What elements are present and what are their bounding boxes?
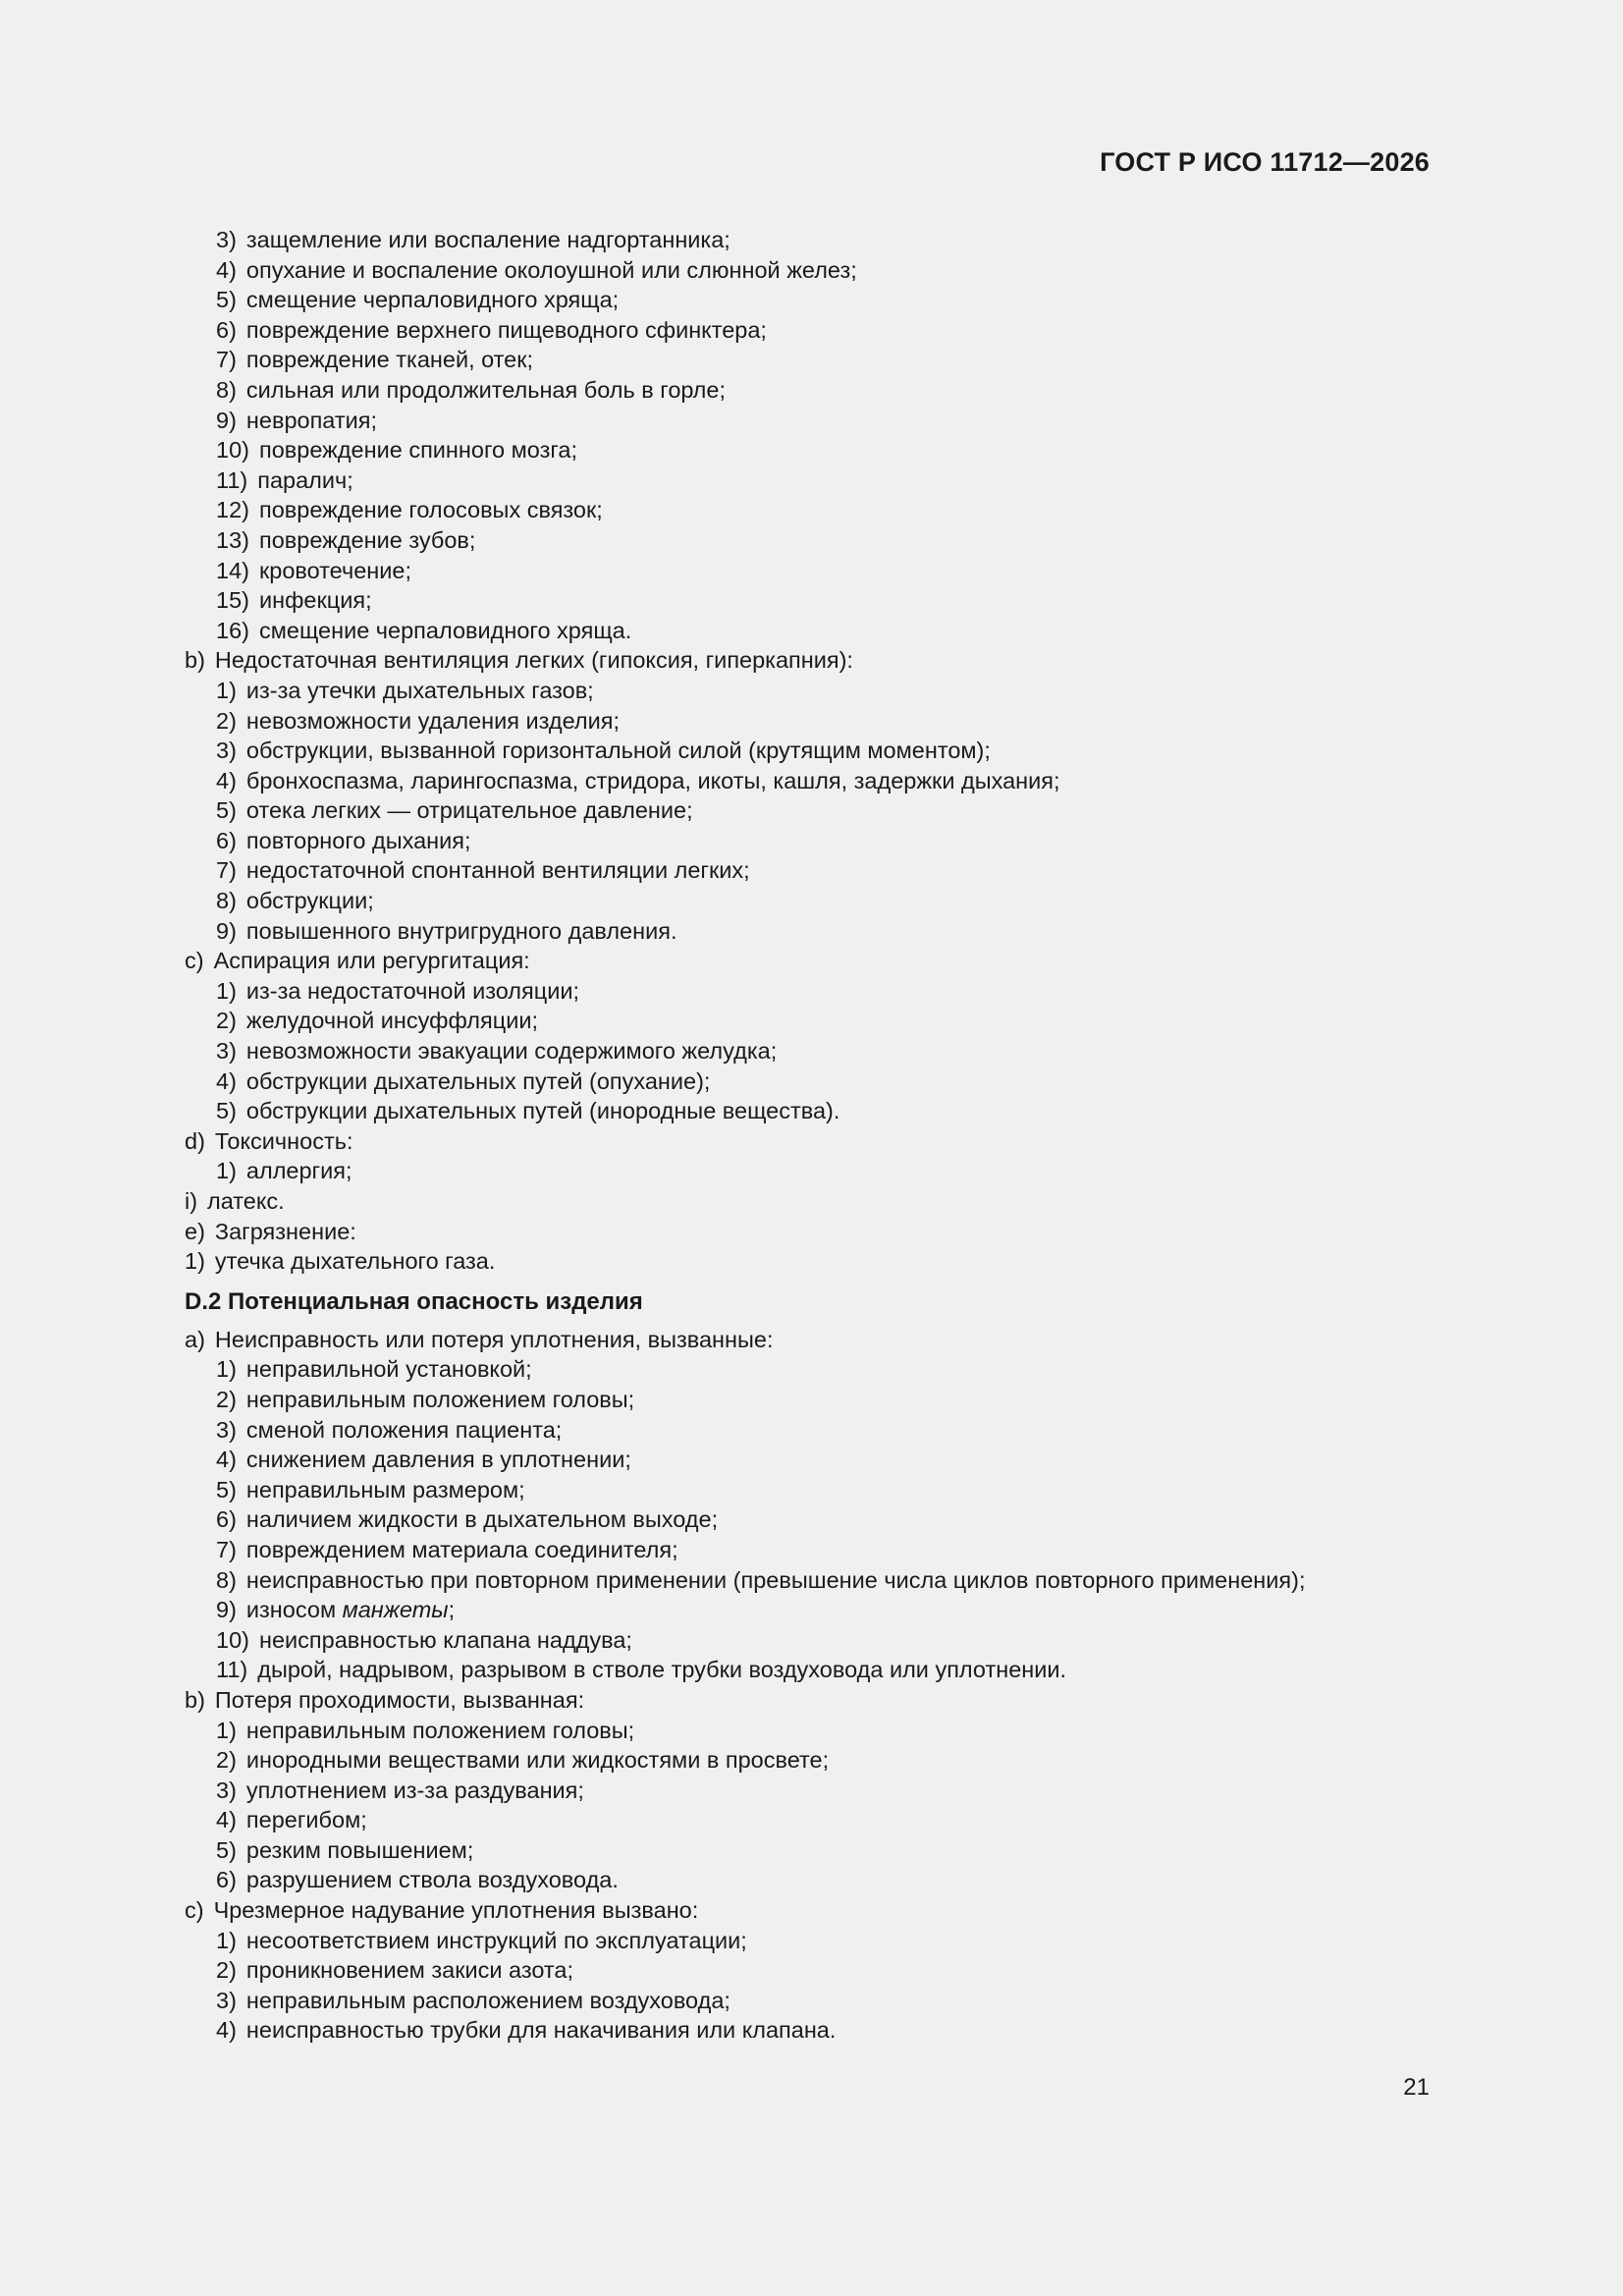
list-item <box>185 1217 1461 1247</box>
page-number: 21 <box>1403 2074 1430 2101</box>
list-item-number: c) <box>185 948 204 974</box>
list-item-number: 5) <box>216 1476 237 1503</box>
list-item <box>185 1895 1461 1926</box>
list-item-number: 2) <box>216 1747 237 1774</box>
list-item-number: 14) <box>216 557 249 583</box>
list-item <box>185 1716 1461 1746</box>
list-item-number: 1) <box>216 1927 237 1953</box>
list-item <box>185 225 1461 255</box>
list-item <box>185 1415 1461 1446</box>
list-item-text: износом <box>245 1597 343 1623</box>
list-item <box>185 1685 1461 1716</box>
list-item <box>185 1354 1461 1385</box>
list-item-text: повторного дыхания; <box>245 827 471 853</box>
list-item-number: i) <box>185 1188 198 1214</box>
list-item <box>185 1036 1461 1066</box>
list-item-punctuation: ; <box>448 1597 456 1623</box>
list-item-text: кровотечение; <box>258 557 411 583</box>
list-item <box>185 1625 1461 1656</box>
list-item-number: 3) <box>216 1987 237 2013</box>
list-item-text: неисправностью клапана наддува; <box>258 1626 632 1653</box>
list-item <box>185 1385 1461 1415</box>
list-item-number: 11) <box>216 1657 248 1683</box>
list-item-number: 4) <box>216 256 237 283</box>
list-item-text: повышенного внутригрудного давления. <box>245 917 677 944</box>
list-item-text: Неисправность или потеря уплотнения, вызванные: <box>214 1326 774 1352</box>
list-item-text: обструкции дыхательных путей (инородные вещества). <box>245 1098 840 1124</box>
list-item-number: 4) <box>216 1447 237 1473</box>
list-item-number: 4) <box>216 2017 237 2044</box>
list-item <box>185 1126 1461 1157</box>
list-item-text: из-за недостаточной изоляции; <box>245 977 579 1004</box>
list-item-text: повреждение спинного мозга; <box>258 437 578 464</box>
list-item-text: дырой, надрывом, разрывом в стволе трубки воздуховода или уплотнении. <box>257 1657 1067 1683</box>
list-item-number: 11) <box>216 466 248 493</box>
list-item <box>185 465 1461 496</box>
list-item-number: 3) <box>216 1038 237 1065</box>
list-item-number: 3) <box>216 1777 237 1803</box>
list-item-text: неправильным расположением воздуховода; <box>245 1987 730 2013</box>
list-item <box>185 1955 1461 1986</box>
list-item <box>185 1655 1461 1685</box>
list-item <box>185 736 1461 766</box>
list-item-number: 9) <box>216 917 237 944</box>
hazard-list-part2 <box>185 1325 1461 2046</box>
list-item-number: 2) <box>216 1386 237 1412</box>
list-item <box>185 1986 1461 2016</box>
list-item-number: 8) <box>216 376 237 403</box>
list-item-number: 8) <box>216 888 237 914</box>
list-item-text: неправильным положением головы; <box>245 1717 635 1743</box>
list-item-text: недостаточной спонтанной вентиляции легких; <box>245 857 750 884</box>
list-item-number: 7) <box>216 857 237 884</box>
list-item-text: желудочной инсуффляции; <box>245 1008 538 1034</box>
list-item-number: c) <box>185 1897 204 1924</box>
list-item <box>185 1475 1461 1505</box>
list-item-number: 3) <box>216 227 237 252</box>
list-item <box>185 2015 1461 2046</box>
list-item-text: сильная или продолжительная боль в горле; <box>245 376 726 403</box>
section-heading: D.2 Потенциальная опасность изделия <box>185 1287 643 1315</box>
list-item-text: Чрезмерное надувание уплотнения вызвано: <box>213 1897 699 1924</box>
list-item-text: Аспирация или регургитация: <box>213 948 530 974</box>
list-item <box>185 1504 1461 1535</box>
list-item-text: неисправностью трубки для накачивания или клапана. <box>245 2017 837 2044</box>
list-item-text: Недостаточная вентиляция легких (гипоксия, гиперкапния): <box>214 647 853 674</box>
list-item <box>185 976 1461 1007</box>
list-item <box>185 255 1461 286</box>
list-item-number: 1) <box>185 1248 205 1275</box>
list-item-number: 10) <box>216 437 249 464</box>
list-item-number: b) <box>185 647 205 674</box>
list-item-text: из-за утечки дыхательных газов; <box>245 677 594 703</box>
list-item <box>185 435 1461 465</box>
list-item <box>185 676 1461 706</box>
list-item-text: опухание и воспаление околоушной или слюнной желез; <box>245 256 857 283</box>
list-item <box>185 766 1461 796</box>
list-item-text: смещение черпаловидного хряща. <box>258 617 632 643</box>
list-item-text: утечка дыхательного газа. <box>214 1248 496 1275</box>
list-item <box>185 1745 1461 1776</box>
list-item-text: несоответствием инструкций по эксплуатации; <box>245 1927 747 1953</box>
list-item-number: 2) <box>216 707 237 734</box>
list-item-number: 7) <box>216 1536 237 1562</box>
list-item <box>185 616 1461 646</box>
list-item-number: e) <box>185 1218 205 1244</box>
list-item <box>185 1835 1461 1866</box>
list-item <box>185 1325 1461 1355</box>
list-item <box>185 706 1461 737</box>
list-item-number: 12) <box>216 497 249 523</box>
list-item-number: 3) <box>216 1416 237 1443</box>
list-item-number: 7) <box>216 347 237 373</box>
list-item-text: неправильным размером; <box>245 1476 525 1503</box>
list-item-text: обструкции; <box>245 888 374 914</box>
list-item-text: отека легких — отрицательное давление; <box>245 797 693 824</box>
list-item-text: обструкции, вызванной горизонтальной силой (крутящим моментом); <box>245 738 991 764</box>
list-item <box>185 375 1461 406</box>
list-item-text: наличием жидкости в дыхательном выходе; <box>245 1506 719 1533</box>
list-item <box>185 1535 1461 1565</box>
list-item-text: невропатия; <box>245 407 378 433</box>
list-item-number: 5) <box>216 1098 237 1124</box>
list-item-text: повреждение верхнего пищеводного сфинктера; <box>245 316 767 343</box>
list-item-text: Токсичность: <box>214 1127 353 1154</box>
list-item-number: 1) <box>216 977 237 1004</box>
list-item-text: резким повышением; <box>245 1836 474 1863</box>
list-item-text: аллергия; <box>245 1158 352 1184</box>
list-item-text: паралич; <box>257 466 353 493</box>
list-item <box>185 886 1461 916</box>
list-item <box>185 285 1461 315</box>
list-item-number: 10) <box>216 1626 249 1653</box>
list-item-text: повреждение тканей, отек; <box>245 347 534 373</box>
document-header: ГОСТ Р ИСО 11712—2026 <box>1100 147 1430 177</box>
list-item <box>185 795 1461 826</box>
list-item <box>185 916 1461 947</box>
list-item <box>185 315 1461 346</box>
list-item-text: неправильным положением головы; <box>245 1386 635 1412</box>
list-item <box>185 556 1461 586</box>
list-item-text: смещение черпаловидного хряща; <box>245 287 620 313</box>
document-body <box>185 225 1461 2046</box>
list-item-number: 6) <box>216 1506 237 1533</box>
list-item <box>185 585 1461 616</box>
list-item-number: 13) <box>216 526 249 553</box>
list-item-number: 1) <box>216 1356 237 1383</box>
list-item <box>185 1066 1461 1097</box>
list-item-text: уплотнением из-за раздувания; <box>245 1777 584 1803</box>
list-item-text: перегибом; <box>245 1807 367 1833</box>
hazard-list-part1 <box>185 225 1461 1277</box>
list-item <box>185 1445 1461 1475</box>
list-item-number: 5) <box>216 1836 237 1863</box>
list-item <box>185 345 1461 375</box>
list-item-number: 4) <box>216 1067 237 1094</box>
list-item-text: повреждение зубов; <box>258 526 476 553</box>
list-item <box>185 1096 1461 1126</box>
list-item <box>185 1595 1461 1625</box>
list-item-text: Потеря проходимости, вызванная: <box>214 1686 585 1713</box>
list-item-number: 15) <box>216 587 249 614</box>
list-item <box>185 645 1461 676</box>
list-item-text: латекс. <box>207 1188 285 1214</box>
list-item-number: 9) <box>216 407 237 433</box>
list-item-number: 2) <box>216 1957 237 1984</box>
list-item-emphasis: манжеты <box>342 1597 449 1623</box>
list-item <box>185 1156 1461 1186</box>
list-item-text: невозможности удаления изделия; <box>245 707 621 734</box>
list-item-number: 16) <box>216 617 249 643</box>
list-item-text: разрушением ствола воздуховода. <box>245 1867 619 1893</box>
list-item-number: 6) <box>216 827 237 853</box>
list-item-number: b) <box>185 1686 205 1713</box>
list-item-number: 6) <box>216 1867 237 1893</box>
list-item <box>185 1865 1461 1895</box>
list-item-text: защемление или воспаление надгортанника; <box>245 227 730 252</box>
list-item-text: снижением давления в уплотнении; <box>245 1447 631 1473</box>
list-item <box>185 1006 1461 1036</box>
list-item <box>185 855 1461 886</box>
list-item-number: 4) <box>216 767 237 793</box>
list-item-number: 5) <box>216 287 237 313</box>
list-item <box>185 406 1461 436</box>
list-item-number: d) <box>185 1127 205 1154</box>
list-item-text: инфекция; <box>258 587 372 614</box>
list-item-text: бронхоспазма, ларингоспазма, стридора, икоты, кашля, задержки дыхания; <box>245 767 1060 793</box>
list-item-number: 1) <box>216 677 237 703</box>
list-item-number: 1) <box>216 1717 237 1743</box>
list-item-text: неправильной установкой; <box>245 1356 532 1383</box>
list-item-text: невозможности эвакуации содержимого желудка; <box>245 1038 778 1065</box>
list-item <box>185 1926 1461 1956</box>
list-item-number: 6) <box>216 316 237 343</box>
list-item <box>185 826 1461 856</box>
list-item-number: 8) <box>216 1566 237 1593</box>
list-item-text: сменой положения пациента; <box>245 1416 563 1443</box>
list-item-number: 5) <box>216 797 237 824</box>
list-item-text: повреждение голосовых связок; <box>258 497 603 523</box>
list-item <box>185 495 1461 525</box>
list-item-text: обструкции дыхательных путей (опухание); <box>245 1067 711 1094</box>
list-item-number: a) <box>185 1326 205 1352</box>
list-item-number: 2) <box>216 1008 237 1034</box>
list-item-text: Загрязнение: <box>214 1218 356 1244</box>
list-item <box>185 1186 1461 1217</box>
list-item <box>185 525 1461 556</box>
list-item-text: повреждением материала соединителя; <box>245 1536 678 1562</box>
list-item-number: 4) <box>216 1807 237 1833</box>
list-item-text: неисправностью при повторном применении (превышение числа циклов повторного применения); <box>245 1566 1306 1593</box>
list-item-number: 9) <box>216 1597 237 1623</box>
list-item-number: 1) <box>216 1158 237 1184</box>
list-item <box>185 1565 1461 1596</box>
list-item <box>185 946 1461 976</box>
list-item <box>185 1805 1461 1835</box>
list-item-text: проникновением закиси азота; <box>245 1957 573 1984</box>
list-item-number: 3) <box>216 738 237 764</box>
list-item <box>185 1246 1461 1277</box>
list-item-text: инородными веществами или жидкостями в просвете; <box>245 1747 830 1774</box>
list-item <box>185 1776 1461 1806</box>
